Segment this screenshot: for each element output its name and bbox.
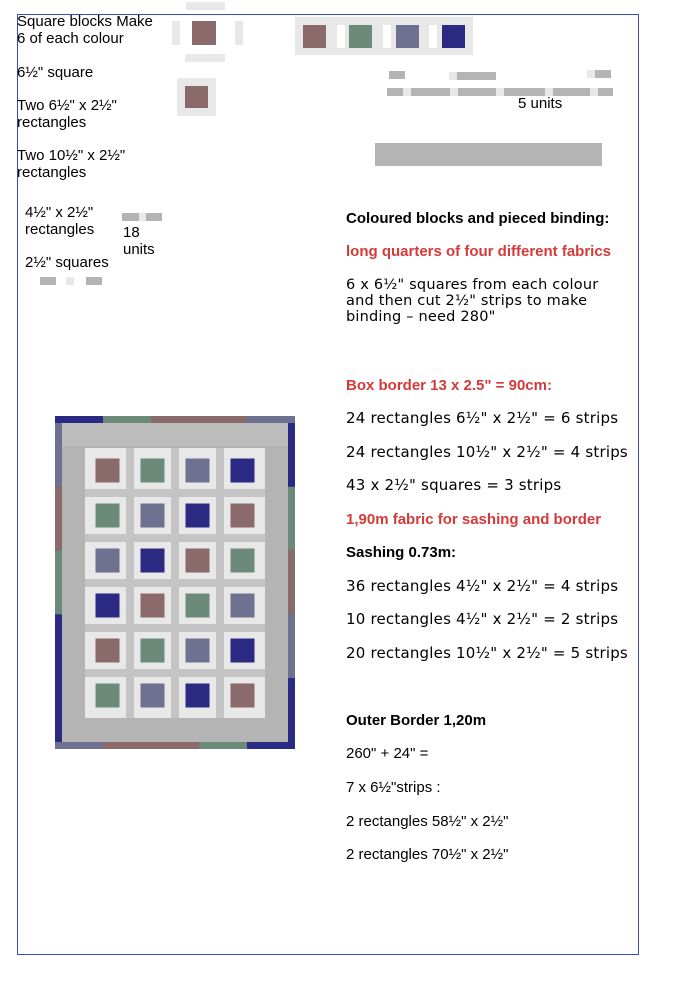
sash-rect-seam [139,213,146,221]
binding-segment [55,551,62,615]
sashing-cross-h [118,669,142,677]
swatch-gap [337,25,345,48]
binding-segment [103,742,151,749]
quilt-block-mauve [96,459,120,483]
quilt-block-sage [231,549,255,573]
binding-segment [55,487,62,551]
binding-segment [151,416,199,423]
label-sash-rect-2: rectangles [25,221,95,238]
sashing-line-3: 20 rectangles 10½" x 2½" = 5 strips [346,644,628,662]
piece-left-rect [172,21,180,45]
quilt-block-navy [186,684,210,708]
label-18: 18 [123,224,140,241]
quilt-block-navy [141,549,165,573]
label-sash-rect-1: 4½" x 2½" [25,204,94,221]
quilt-block-navy [231,639,255,663]
binding-segment [55,742,103,749]
label-six-half-square: 6½" square [17,64,94,81]
binding-segment [288,551,295,615]
sashing-cross-h [118,534,142,542]
quilt-block-navy [186,504,210,528]
piece-right-rect [235,21,243,45]
binding-segment [55,423,62,487]
quilt-block-sage [96,684,120,708]
binding-segment [55,416,103,423]
sashing-cross-h [118,624,142,632]
sashing-cross-h [208,624,232,632]
binding-piece-light [449,72,457,80]
heading-square-blocks: Square blocks Make [17,13,153,30]
quilt-block-navy [96,594,120,618]
cut-note-2: and then cut 2½" strips to make [346,293,588,309]
sash-square-sample [86,277,102,285]
swatch-gap [429,25,437,48]
quilt-block-slate [186,639,210,663]
long-quarters-note: long quarters of four different fabrics [346,243,612,260]
label-sash-squares: 2½" squares [25,254,109,271]
binding-segment [55,614,62,678]
binding-seam [403,88,411,96]
binding-segment [288,487,295,551]
outer-border-line-4: 2 rectangles 70½" x 2½" [346,846,509,863]
long-grey-rect [375,143,602,166]
quilt-svg [55,416,295,749]
binding-seam [450,88,458,96]
quilt-diagram [55,416,295,749]
binding-piece-light [587,70,595,78]
quilt-block-mauve [231,504,255,528]
cut-note-3: binding – need 280" [346,309,496,325]
binding-segment [288,614,295,678]
binding-segment [103,416,151,423]
outer-border-top [62,423,288,446]
box-border-line-1: 24 rectangles 6½" x 2½" = 6 strips [346,409,619,427]
box-border-title: Box border 13 x 2.5" = 90cm: [346,377,552,394]
binding-segment [151,742,199,749]
sashing-cross-h [163,624,187,632]
label-two-large-rect-1: Two 10½" x 2½" [17,147,126,164]
quilt-block-mauve [231,684,255,708]
quilt-block-slate [96,549,120,573]
binding-segment [199,742,247,749]
swatch-sage [349,25,372,48]
quilt-block-mauve [96,639,120,663]
heading-six-each: 6 of each colour [17,30,124,47]
sashing-cross-h [208,579,232,587]
binding-seam [496,88,504,96]
sashing-line-2: 10 rectangles 4½" x 2½" = 2 strips [346,610,619,628]
quilt-block-mauve [186,549,210,573]
quilt-block-mauve [141,594,165,618]
binding-segment [55,678,62,742]
piece-mauve-square-2 [185,86,208,108]
outer-border-line-2: 7 x 6½"strips : [346,779,441,796]
quilt-block-navy [231,459,255,483]
binding-segment [199,416,247,423]
quilt-block-sage [96,504,120,528]
sashing-cross-h [163,534,187,542]
quilt-block-slate [186,459,210,483]
binding-piece [389,71,405,79]
swatch-slate [396,25,419,48]
binding-segment [247,416,295,423]
binding-seam [590,88,598,96]
sashing-cross-h [163,579,187,587]
quilt-block-slate [141,684,165,708]
swatch-navy [442,25,465,48]
sashing-line-1: 36 rectangles 4½" x 2½" = 4 strips [346,577,619,595]
label-two-small-rect-1: Two 6½" x 2½" [17,97,117,114]
sashing-cross-h [208,534,232,542]
box-border-line-3: 43 x 2½" squares = 3 strips [346,476,562,494]
sashing-cross-h [163,489,187,497]
binding-segment [288,678,295,742]
binding-segment [247,742,295,749]
label-five-units: 5 units [518,95,563,112]
sashing-cross-h [163,669,187,677]
quilt-block-slate [231,594,255,618]
piece-bottom-rect [185,54,225,62]
outer-border-line-3: 2 rectangles 58½" x 2½" [346,813,509,830]
quilt-block-sage [141,639,165,663]
sashing-title: Sashing 0.73m: [346,544,457,561]
quilt-block-slate [141,504,165,528]
label-units: units [123,241,155,258]
piece-top-rect [186,2,225,10]
sashing-cross-h [208,489,232,497]
swatch-gap [383,25,391,48]
swatch-mauve [303,25,326,48]
sash-square-sample [40,277,56,285]
sashing-cross-h [118,579,142,587]
sash-square-sample [66,277,74,285]
quilt-block-sage [186,594,210,618]
box-border-line-2: 24 rectangles 10½" x 2½" = 4 strips [346,443,628,461]
cut-note-1: 6 x 6½" squares from each colour [346,277,599,293]
binding-segment [288,423,295,487]
sashing-cross-h [208,669,232,677]
outer-border-line-1: 260" + 24" = [346,745,429,762]
quilt-block-sage [141,459,165,483]
fabric-total-note: 1,90m fabric for sashing and border [346,511,602,528]
outer-border-title: Outer Border 1,20m [346,712,487,729]
sashing-cross-h [118,489,142,497]
label-two-small-rect-2: rectangles [17,114,87,131]
coloured-blocks-title: Coloured blocks and pieced binding: [346,210,610,227]
label-two-large-rect-2: rectangles [17,164,87,181]
piece-mauve-square [192,21,216,45]
